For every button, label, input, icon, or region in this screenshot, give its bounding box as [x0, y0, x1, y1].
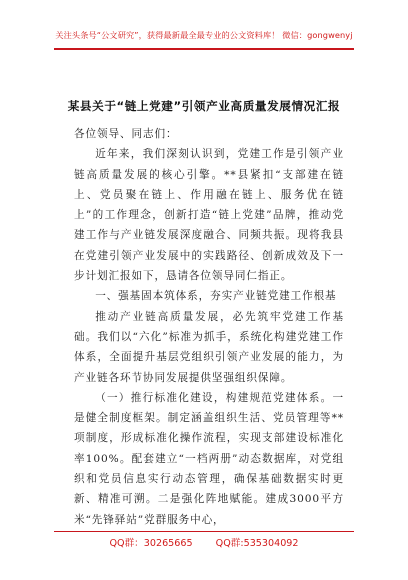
footer-qq-group-1: QQ群：30265665 — [109, 538, 193, 549]
paragraph-section-1: 推动产业链高质量发展，必先筑牢党建工作基础。我们以“六化”标准为抓手，系统化构建党建工作体系，全面提升基层党组织引领产业发展的能力，为产业链各环节协同发展提供坚强组织保障。 — [74, 310, 344, 384]
document-body — [74, 124, 344, 530]
footer-divider — [54, 531, 354, 532]
paragraph-intro: 近年来，我们深刻认识到，党建工作是引领产业链高质量发展的核心引擎。**县紧扣“支部建在链上、党员聚在链上、作用融在链上、服务优在链上”的工作理念，创新打造“链上党建”品牌，推动党建工作与产业链发展深度融合、同频共振。现将我县在党建引领产业发展中的实践路径、创新成效及下一步计划汇报如下，恳请各位领导同仁指正。 — [74, 148, 344, 283]
footer-contact — [0, 535, 408, 549]
paragraph-subsection-1: （一）推行标准化建设，构建规范党建体系。一是健全制度框架。制定涵盖组织生活、党员管理等**项制度，形成标准化操作流程，实现支部建设标准化率100%。配套建立“一档两册”动态数据库，对党组织和党员信息实行动态管理，确保基础数据实时更新、精准可溯。二是强化阵地赋能。建成3000平方米“先锋驿站”党群服务中心， — [74, 391, 344, 526]
header-divider — [54, 48, 354, 50]
header-banner: 关注头条号“公文研究”，获得最新最全最专业的公文资料库！ 微信：gongwenyj — [55, 30, 353, 40]
section-heading-1: 一、强基固本筑体系，夯实产业链党建工作根基 — [95, 290, 337, 303]
footer-qq-group-2: QQ群:535304092 — [215, 538, 299, 549]
salutation: 各位领导、同志们： — [74, 128, 178, 140]
document-title: 某县关于“链上党建”引领产业高质量发展情况汇报 — [67, 99, 341, 113]
